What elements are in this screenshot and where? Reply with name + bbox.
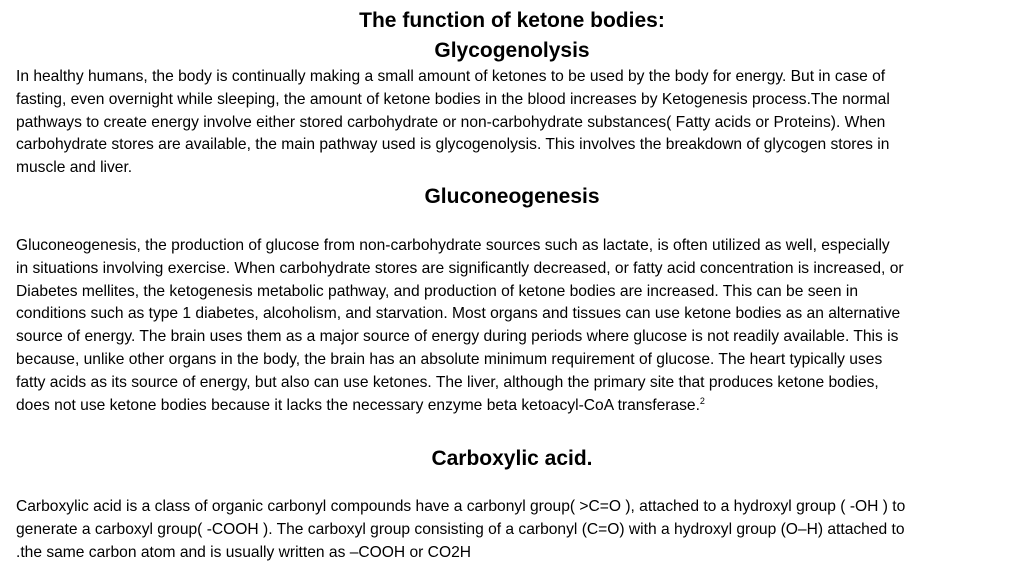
text-line: carbohydrate stores are available, the main pathway used is glycogenolysis. This involves the breakdown of glycogen stores in (16, 136, 890, 154)
text-line: conditions such as type 1 diabetes, alcoholism, and starvation. Most organs and tissues can use ketone bodies as an alternative (16, 305, 901, 323)
glycogenolysis-heading: Glycogenolysis (434, 39, 590, 62)
text-line: does not use ketone bodies because it lacks the necessary enzyme beta ketoacyl-CoA transferase. (16, 396, 700, 414)
text-line: because, unlike other organs in the body, the brain has an absolute minimum requirement of glucose. The heart typically uses (16, 350, 883, 368)
text-line: fatty acids as its source of energy, but also can use ketones. The liver, although the primary site that produces ketone bodies, (16, 373, 879, 391)
glycogenolysis-paragraph (16, 66, 1016, 180)
gluconeogenesis-paragraph (16, 235, 1016, 417)
text-line: Diabetes mellites, the ketogenesis metabolic pathway, and production of ketone bodies are increased. This can be seen in (16, 282, 858, 300)
text-line: fasting, even overnight while sleeping, the amount of ketone bodies in the blood increases by Ketogenesis process.The normal (16, 90, 890, 108)
text-line: pathways to create energy involve either stored carbohydrate or non-carbohydrate substances( Fatty acids or Proteins). When (16, 113, 886, 131)
text-line: Carboxylic acid is a class of organic carbonyl compounds have a carbonyl group( >C=O ), attached to a hydroxyl group ( -OH ) to (16, 498, 906, 515)
carboxylic-acid-paragraph (16, 496, 1016, 564)
text-line: .the same carbon atom and is usually written as –COOH or CO2H (16, 543, 472, 561)
text-line: Gluconeogenesis, the production of glucose from non-carbohydrate sources such as lactate, is often utilized as well, especially (16, 237, 890, 254)
carboxylic-acid-heading: Carboxylic acid. (431, 447, 593, 470)
text-line: generate a carboxyl group( -COOH ). The carboxyl group consisting of a carbonyl (C=O) with a hydroxyl group (O–H) attached to (16, 520, 905, 538)
text-line: muscle and liver. (16, 159, 133, 177)
slide-title: The function of ketone bodies: (359, 9, 665, 32)
gluconeogenesis-heading: Gluconeogenesis (424, 185, 600, 208)
footnote-marker: 2 (699, 395, 705, 406)
text-line-with-footnote (16, 395, 1016, 418)
text-line: in situations involving exercise. When carbohydrate stores are significantly decreased, or fatty acid concentration is increased, or (16, 259, 904, 277)
text-line: source of energy. The brain uses them as a major source of energy during periods where glucose is not readily available. This is (16, 328, 899, 346)
text-line: In healthy humans, the body is continually making a small amount of ketones to be used by the body for energy. But in case of (16, 68, 886, 85)
